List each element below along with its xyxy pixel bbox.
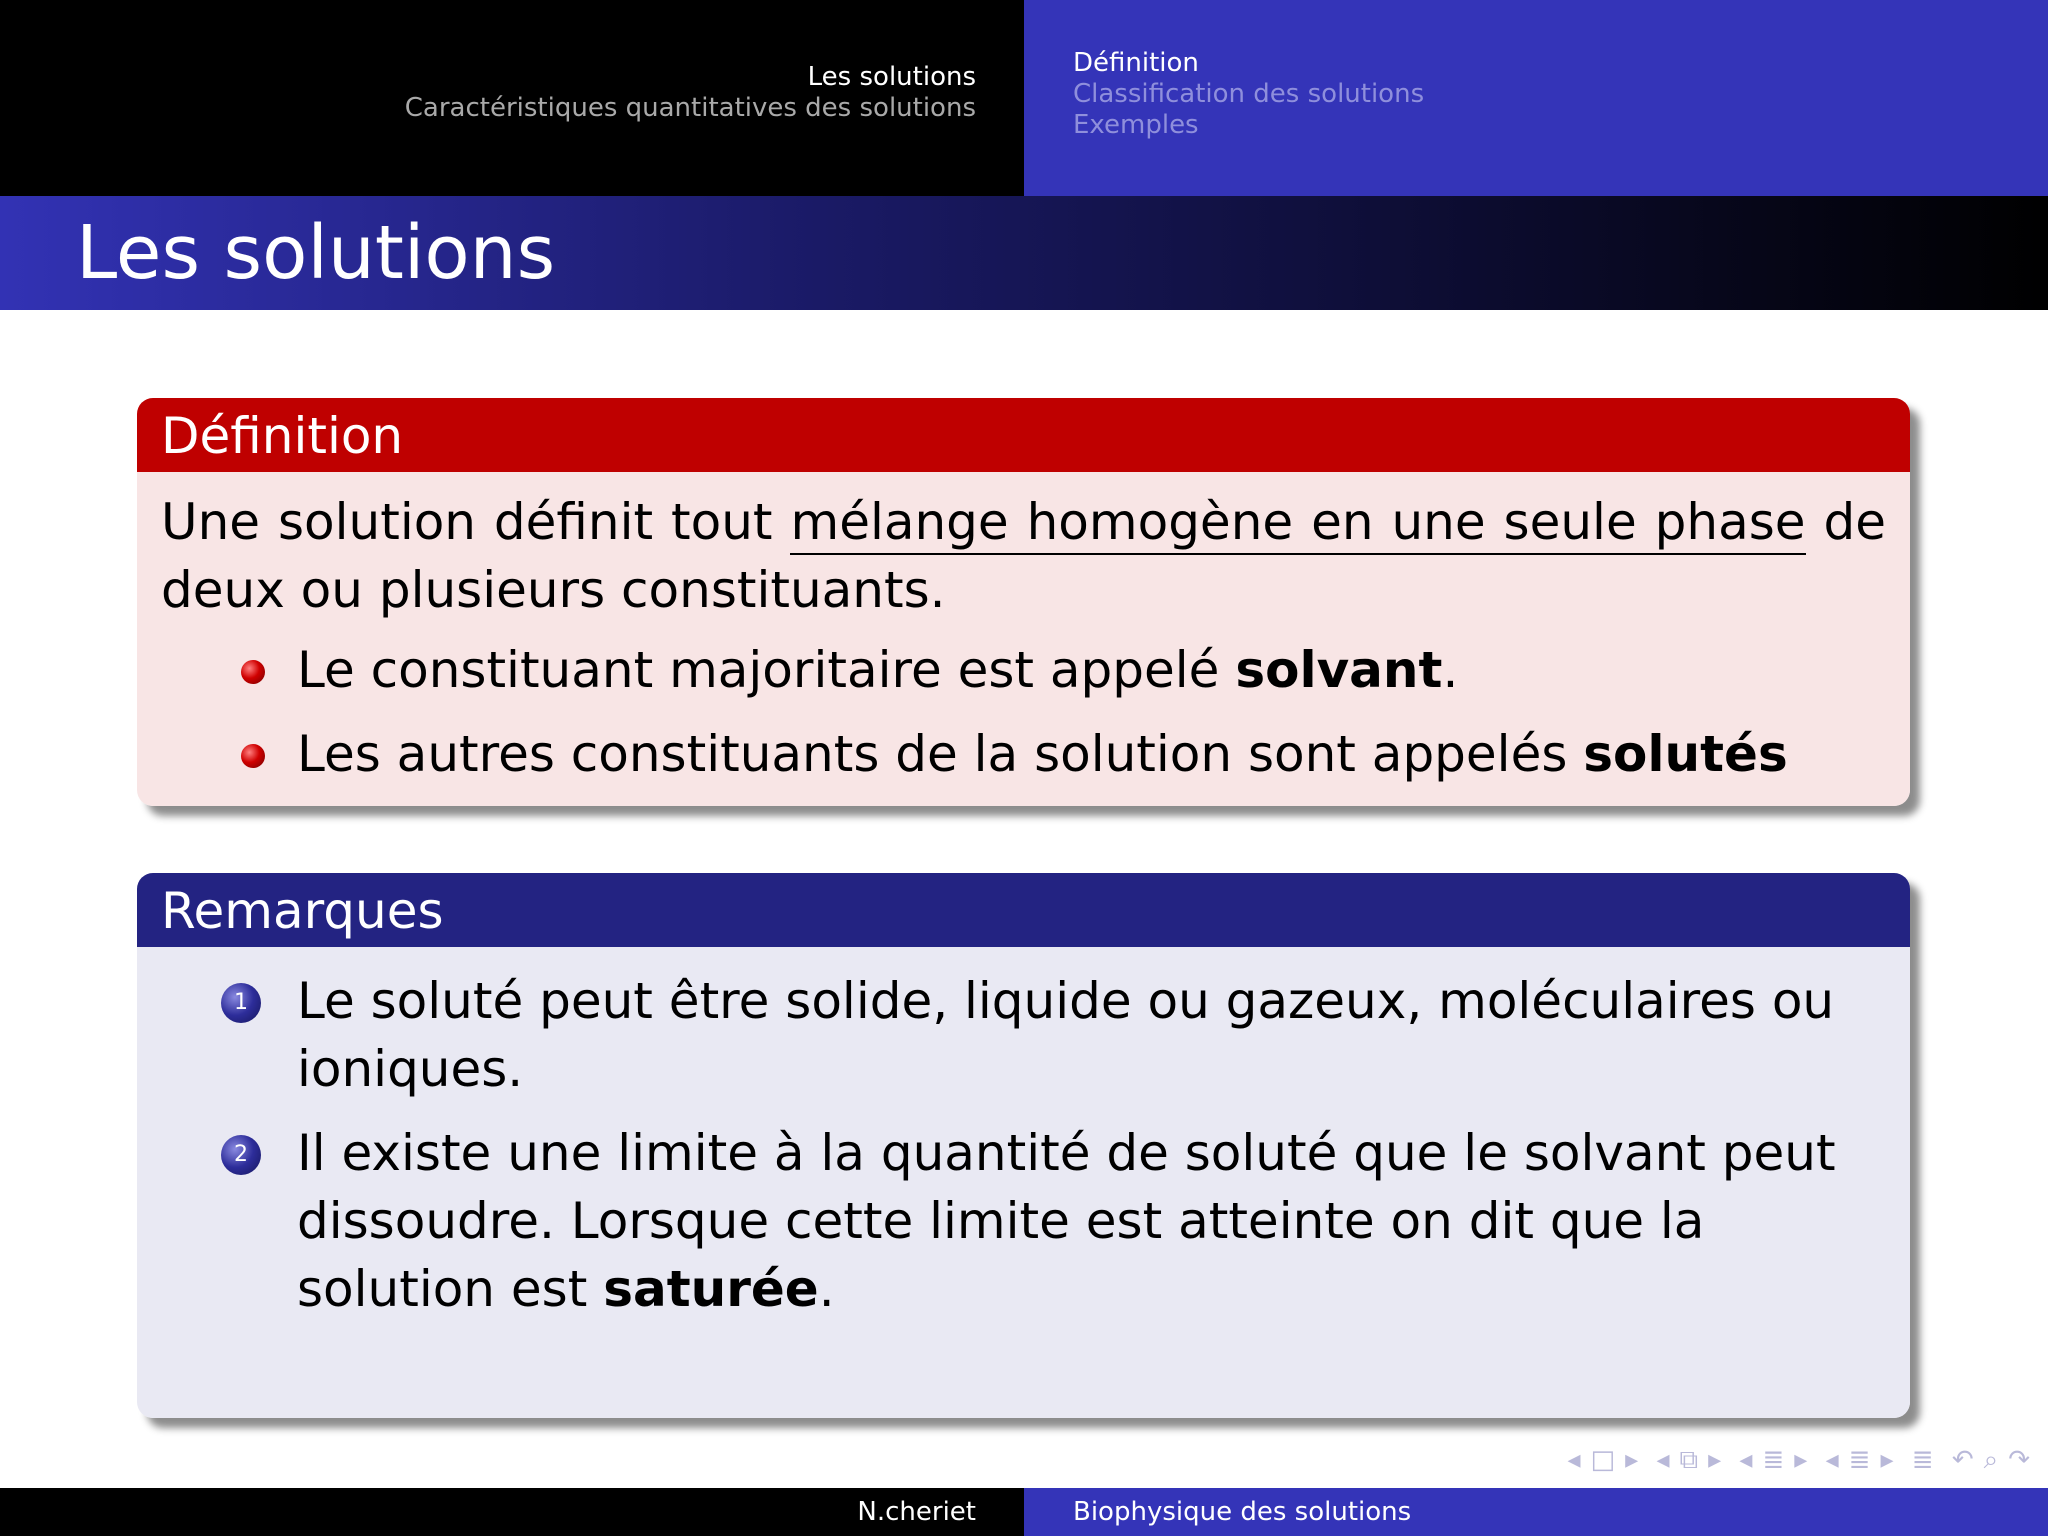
definition-block-title: Définition [137, 398, 1910, 472]
remark-list-item [161, 967, 1886, 1103]
frame-prev-arrow-icon[interactable]: ◂ [1567, 1445, 1581, 1475]
subsection-prev-arrow-icon[interactable]: ◂ [1656, 1445, 1670, 1475]
document-prev-arrow-icon[interactable]: ◂ [1825, 1445, 1839, 1475]
remark-item-term-saturee: saturée [603, 1260, 819, 1318]
definition-list-item [161, 720, 1886, 788]
bullet-ball-icon [241, 744, 265, 768]
navigation-symbols [1310, 1440, 2030, 1480]
definition-block-body [137, 472, 1910, 806]
nav-section-caracteristiques[interactable]: Caractéristiques quantitatives des solutions [404, 93, 976, 123]
definition-paragraph [161, 488, 1886, 624]
remarks-block-body [137, 947, 1910, 1418]
footer-author: N.cheriet [0, 1488, 1024, 1536]
remark-list-item [161, 1119, 1886, 1323]
definition-list [161, 636, 1886, 788]
definition-item-end: . [1442, 641, 1459, 699]
back-icon[interactable]: ↶ [1951, 1445, 1974, 1475]
bullet-ball-icon [241, 660, 265, 684]
section-next-arrow-icon[interactable]: ▸ [1794, 1445, 1808, 1475]
subsection-icon[interactable]: ⧉ [1679, 1445, 1699, 1475]
definition-text-underlined: mélange homogène en une seule phase [790, 493, 1805, 555]
nav-subsection-classification[interactable]: Classification des solutions [1073, 79, 1425, 109]
definition-text-before: Une solution définit tout [161, 493, 791, 551]
frame-title: Les solutions [0, 196, 2048, 310]
definition-text-after: de deux ou plusieurs constituants. [161, 493, 1886, 619]
remark-item-text: Il existe une limite à la quantité de soluté que le solvant peut dissoudre. Lorsque cette limite est atteinte on dit que la solution est [297, 1124, 1836, 1318]
remarks-block [137, 873, 1910, 1418]
definition-item-term-solvant: solvant [1235, 641, 1443, 699]
definition-item-term-solutes: solutés [1583, 725, 1788, 783]
nav-section-les-solutions[interactable]: Les solutions [807, 62, 976, 92]
footer-title: Biophysique des solutions [1024, 1488, 2048, 1536]
definition-item-text: Les autres constituants de la solution sont appelés [297, 725, 1584, 783]
numbered-ball-icon: 1 [221, 983, 261, 1023]
definition-list-item [161, 636, 1886, 704]
definition-item-text: Le constituant majoritaire est appelé [297, 641, 1236, 699]
forward-icon[interactable]: ↷ [2008, 1445, 2030, 1475]
remark-item-end: . [818, 1260, 835, 1318]
nav-subsection-exemples[interactable]: Exemples [1073, 110, 1199, 140]
nav-subsection-definition[interactable]: Définition [1073, 48, 1199, 78]
document-next-arrow-icon[interactable]: ▸ [1880, 1445, 1894, 1475]
frame-icon[interactable]: □ [1590, 1445, 1616, 1475]
search-icon[interactable]: ⌕ [1983, 1445, 1999, 1475]
table-of-contents-icon[interactable]: ≣ [1911, 1445, 1934, 1475]
frame-next-arrow-icon[interactable]: ▸ [1625, 1445, 1639, 1475]
document-icon[interactable]: ≣ [1848, 1445, 1871, 1475]
subsection-navigation [1024, 0, 2048, 196]
remark-item-text: Le soluté peut être solide, liquide ou gazeux, moléculaires ou ioniques. [297, 972, 1835, 1098]
section-icon[interactable]: ≣ [1762, 1445, 1785, 1475]
numbered-ball-icon: 2 [221, 1135, 261, 1175]
definition-block [137, 398, 1910, 806]
section-prev-arrow-icon[interactable]: ◂ [1739, 1445, 1753, 1475]
subsection-next-arrow-icon[interactable]: ▸ [1708, 1445, 1722, 1475]
remarks-block-title: Remarques [137, 873, 1910, 947]
section-navigation [0, 0, 1024, 196]
